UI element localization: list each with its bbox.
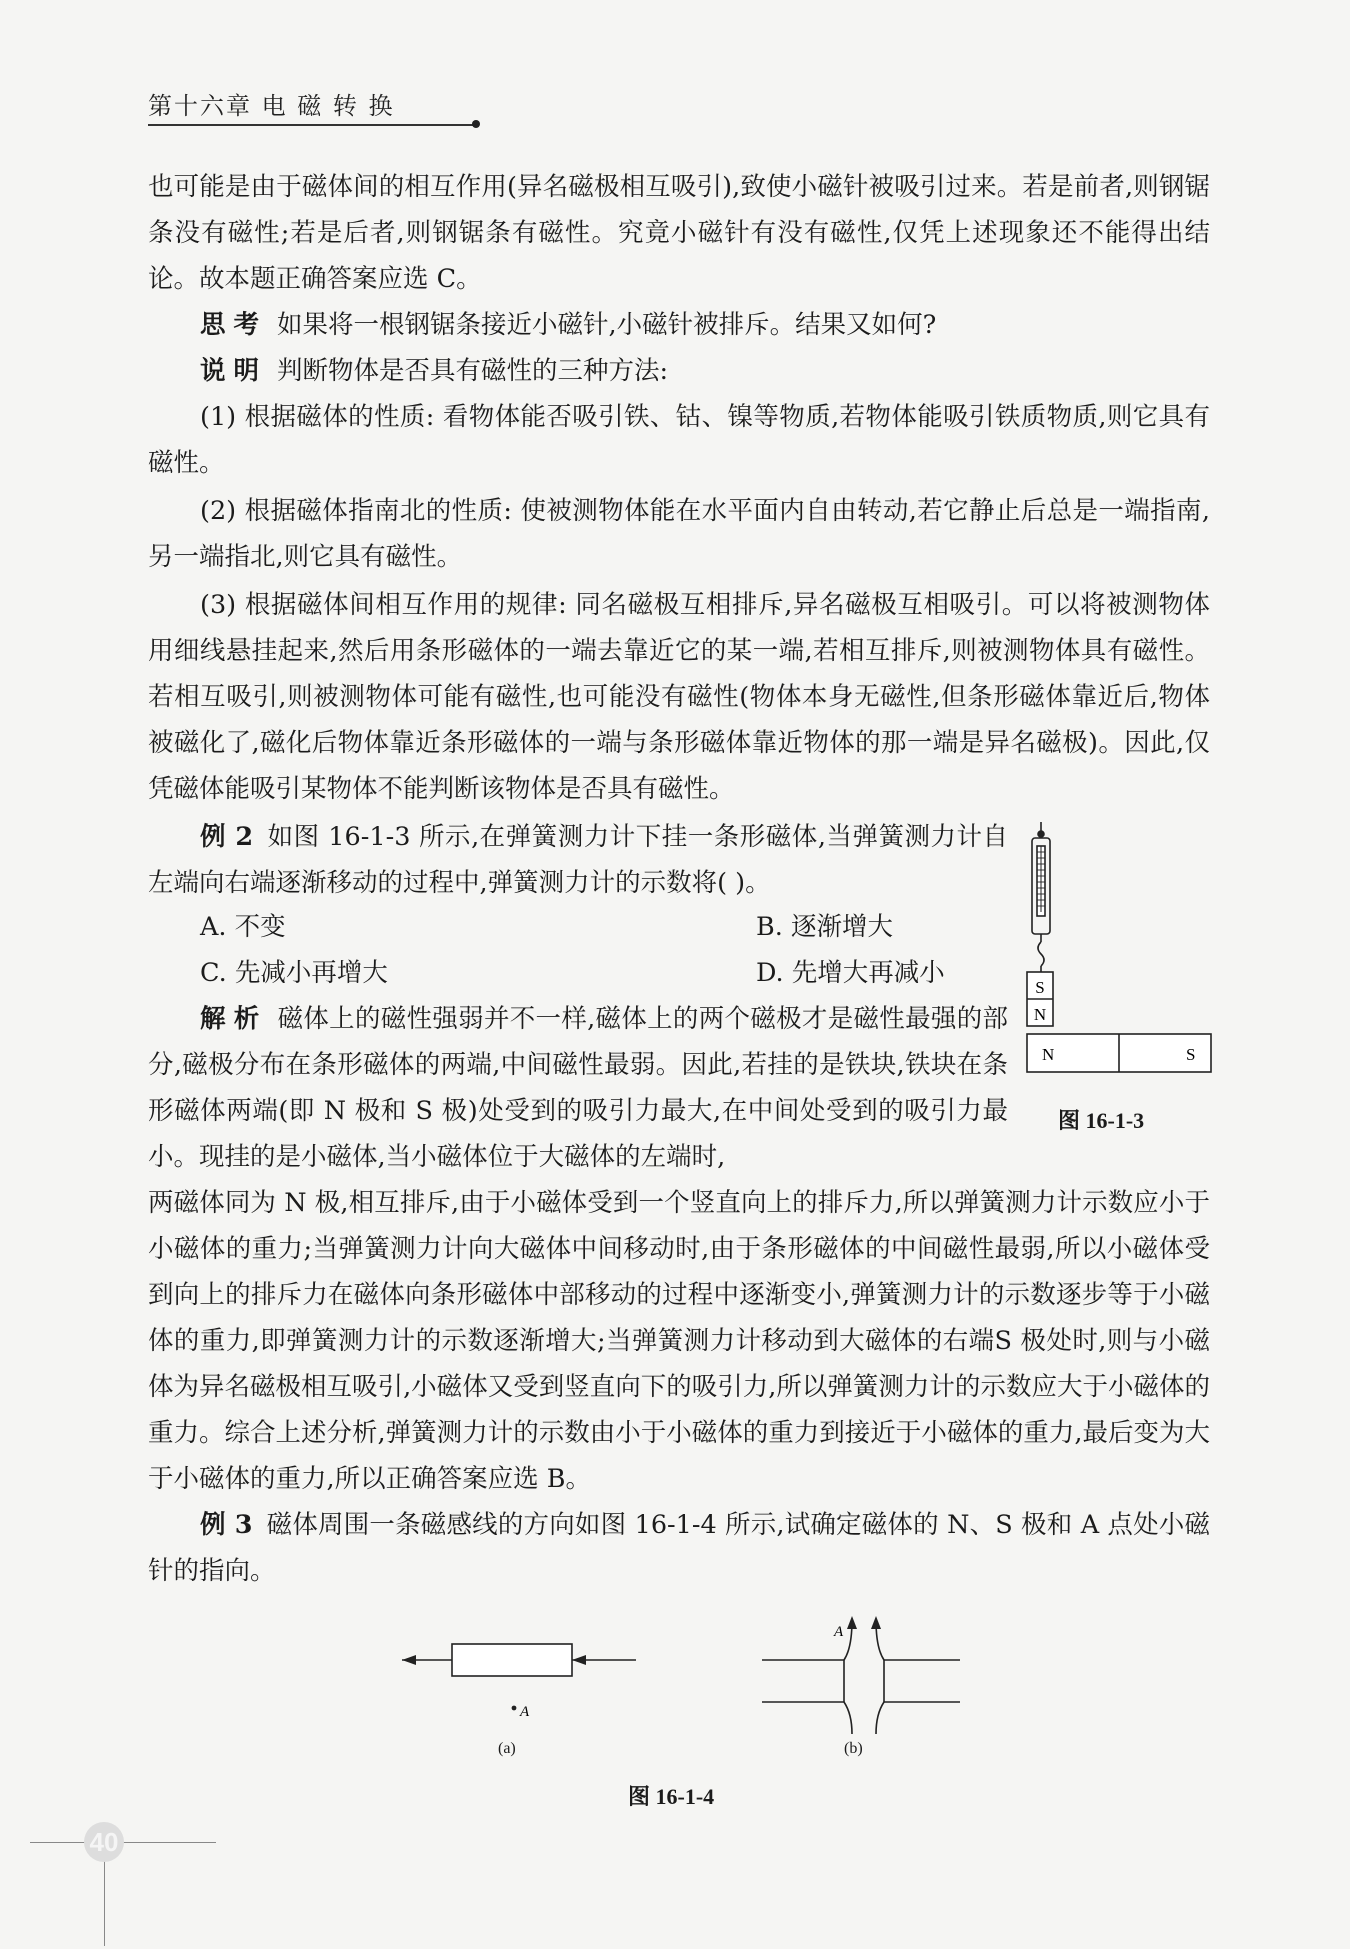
spring-scale-icon <box>1032 822 1050 972</box>
sub-caption-a: (a) <box>498 1740 516 1757</box>
figure-16-1-4a <box>398 1630 642 1720</box>
method-3: (3) 根据磁体间相互作用的规律: 同名磁极互相排斥,异名磁极互相吸引。可以将被测物体用细线悬挂起来,然后用条形磁体的一端去靠近它的某一端,若相互排斥,则被测物体具有磁性。若相互吸引,则被测物体可能有磁性,也可能没有磁性(物体本身无磁性,但条形磁体靠近后,物体被磁化了,磁化后物体靠近条形磁体的一端与条形磁体靠近物体的那一端是异名磁极)。因此,仅凭磁体能吸引某物体不能判断该物体是否具有磁性。 <box>148 590 1210 804</box>
header-rule <box>148 124 476 126</box>
example-2-text: 如图 16-1-3 所示,在弹簧测力计下挂一条形磁体,当弹簧测力计自左端向右端逐渐移动的过程中,弹簧测力计的示数将( )。 <box>148 822 1009 898</box>
figure-16-1-3 <box>1018 820 1214 1080</box>
paragraph-continued: 也可能是由于磁体间的相互作用(异名磁极相互吸引),致使小磁针被吸引过来。若是前者,则钢锯条没有磁性;若是后者,则钢锯条有磁性。究竟小磁针有没有磁性,仅凭上述现象还不能得出结论。故本题正确答案应选 C。 <box>148 172 1210 294</box>
small-magnet-s-label: S <box>1035 978 1045 997</box>
sub-caption-b: (b) <box>844 1740 863 1757</box>
arrow-left-icon <box>572 1655 586 1665</box>
figure-16-1-4-caption: 图 16-1-4 <box>628 1784 715 1809</box>
figure-16-1-4b <box>756 1616 966 1736</box>
analysis-label: 解析 <box>200 1004 268 1034</box>
arrow-left-icon <box>402 1655 416 1665</box>
example-2-question <box>148 814 1008 906</box>
bar-magnet <box>1027 1034 1211 1072</box>
small-magnet-n-label: N <box>1033 1005 1047 1024</box>
bar-magnet-s-label: S <box>1186 1045 1196 1064</box>
note-text: 判断物体是否具有磁性的三种方法: <box>277 356 669 386</box>
note-label: 说明 <box>200 356 268 386</box>
option-d: D. 先增大再减小 <box>756 958 945 988</box>
think-text: 如果将一根钢锯条接近小磁针,小磁针被排斥。结果又如何? <box>277 310 937 340</box>
analysis-part-2: 两磁体同为 N 极,相互排斥,由于小磁体受到一个竖直向上的排斥力,所以弹簧测力计示数应小于小磁体的重力;当弹簧测力计向大磁体中间移动时,由于条形磁体的中间磁性最弱,所以小磁体受到向上的排斥力在磁体向条形磁体中部移动的过程中逐渐变小,弹簧测力计的示数逐步等于小磁体的重力,即弹簧测力计的示数逐渐增大;当弹簧测力计移动到大磁体的右端S 极处时,则与小磁体为异名磁极相互吸引,小磁体又受到竖直向下的吸引力,所以弹簧测力计的示数应大于小磁体的重力。综合上述分析,弹簧测力计的示数由小于小磁体的重力到接近于小磁体的重力,最后变为大于小磁体的重力,所以正确答案应选 B。 <box>148 1188 1210 1494</box>
arrow-up-icon <box>871 1616 881 1629</box>
example-2-label: 例 2 <box>200 822 254 852</box>
example-3-text: 磁体周围一条磁感线的方向如图 16-1-4 所示,试确定磁体的 N、S 极和 A 点处小磁针的指向。 <box>148 1510 1210 1586</box>
example-3-question <box>148 1502 1210 1594</box>
chapter-header: 第十六章 电 磁 转 换 <box>148 92 395 120</box>
note-paragraph <box>148 348 1210 394</box>
option-c: C. 先减小再增大 <box>200 958 388 988</box>
think-label: 思考 <box>200 310 268 340</box>
think-paragraph <box>148 302 1210 348</box>
example-3-label: 例 3 <box>200 1510 253 1540</box>
option-b: B. 逐渐增大 <box>756 912 893 942</box>
point-a-dot <box>512 1706 517 1711</box>
header-dot <box>472 120 480 128</box>
small-magnet <box>1027 972 1053 1026</box>
bar-magnet-n-label: N <box>1042 1045 1055 1064</box>
page-number: 40 <box>84 1822 124 1862</box>
option-a: A. 不变 <box>200 912 286 942</box>
arrow-up-icon <box>847 1616 857 1629</box>
figure-16-1-3-caption: 图 16-1-3 <box>1058 1108 1145 1133</box>
method-2: (2) 根据磁体指南北的性质: 使被测物体能在水平面内自由转动,若它静止后总是一端指南,另一端指北,则它具有磁性。 <box>148 496 1210 572</box>
point-a-label: A <box>520 1704 530 1720</box>
analysis-text-1: 磁体上的磁性强弱并不一样,磁体上的两个磁极才是磁性最强的部分,磁极分布在条形磁体的两端,中间磁性最弱。因此,若挂的是铁块,铁块在条形磁体两端(即 N 极和 S 极)处受到的吸引力最大,在中间处受到的吸引力最小。现挂的是小磁体,当小磁体位于大磁体的左端时, <box>148 1004 1008 1172</box>
analysis-part-1 <box>148 996 1008 1180</box>
method-1: (1) 根据磁体的性质: 看物体能否吸引铁、钴、镍等物质,若物体能吸引铁质物质,则它具有磁性。 <box>148 402 1210 478</box>
point-a-label-b: A <box>834 1624 844 1640</box>
